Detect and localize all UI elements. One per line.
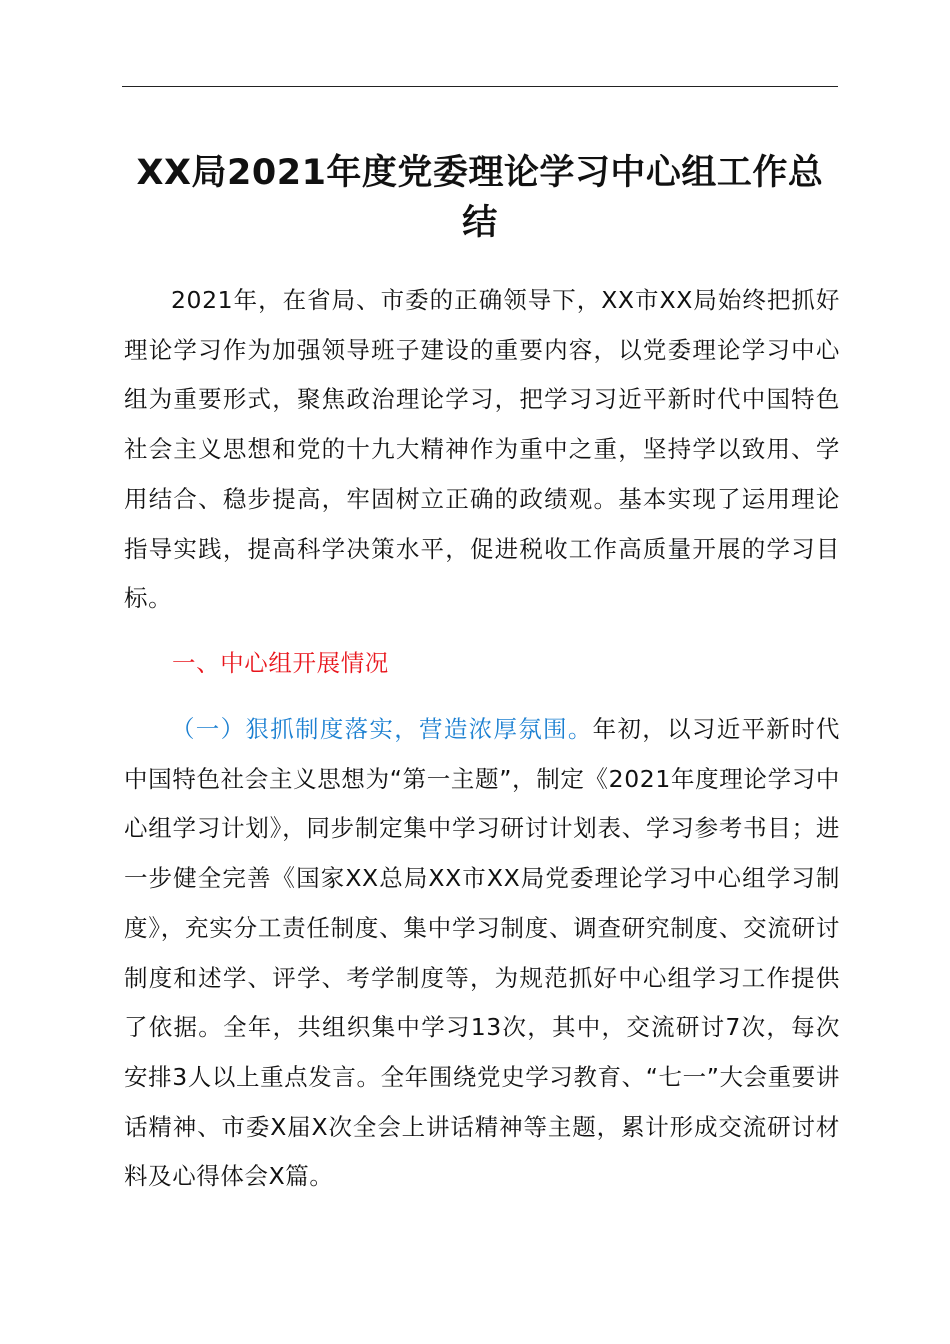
section-heading: 一、中心组开展情况 <box>172 649 389 677</box>
intro-paragraph: 2021年，在省局、市委的正确领导下，XX市XX局始终把抓好理论学习作为加强领导班子建设的重要内容，以党委理论学习中心组为重要形式，聚焦政治理论学习，把学习习近平新时代中国特色社会主义思想和党的十九大精神作为重中之重，坚持学以致用、学用结合、稳步提高，牢固树立正确的政绩观。基本实现了运用理论指导实践，提高科学决策水平，促进税收工作高质量开展的学习目标。 <box>124 286 840 613</box>
header-rule <box>122 86 838 87</box>
subsection-heading: （一）狠抓制度落实，营造浓厚氛围。 <box>171 715 593 743</box>
subsection-body: 年初，以习近平新时代中国特色社会主义思想为“第一主题”，制定《2021年度理论学习中心组学习计划》，同步制定集中学习研讨计划表、学习参考书目；进一步健全完善《国家XX总局XX市XX局党委理论学习中心组学习制度》，充实分工责任制度、集中学习制度、调查研究制度、交流研讨制度和述学、评学、考学制度等，为规范抓好中心组学习工作提供了依据。全年，共组织集中学习13次，其中，交流研讨7次，每次安排3人以上重点发言。全年围绕党史学习教育、“七一”大会重要讲话精神、市委X届X次全会上讲话精神等主题，累计形成交流研讨材料及心得体会X篇。 <box>124 715 841 1191</box>
document-title: XX局2021年度党委理论学习中心组工作总结 <box>136 153 824 243</box>
subsection-paragraph <box>124 705 840 1202</box>
